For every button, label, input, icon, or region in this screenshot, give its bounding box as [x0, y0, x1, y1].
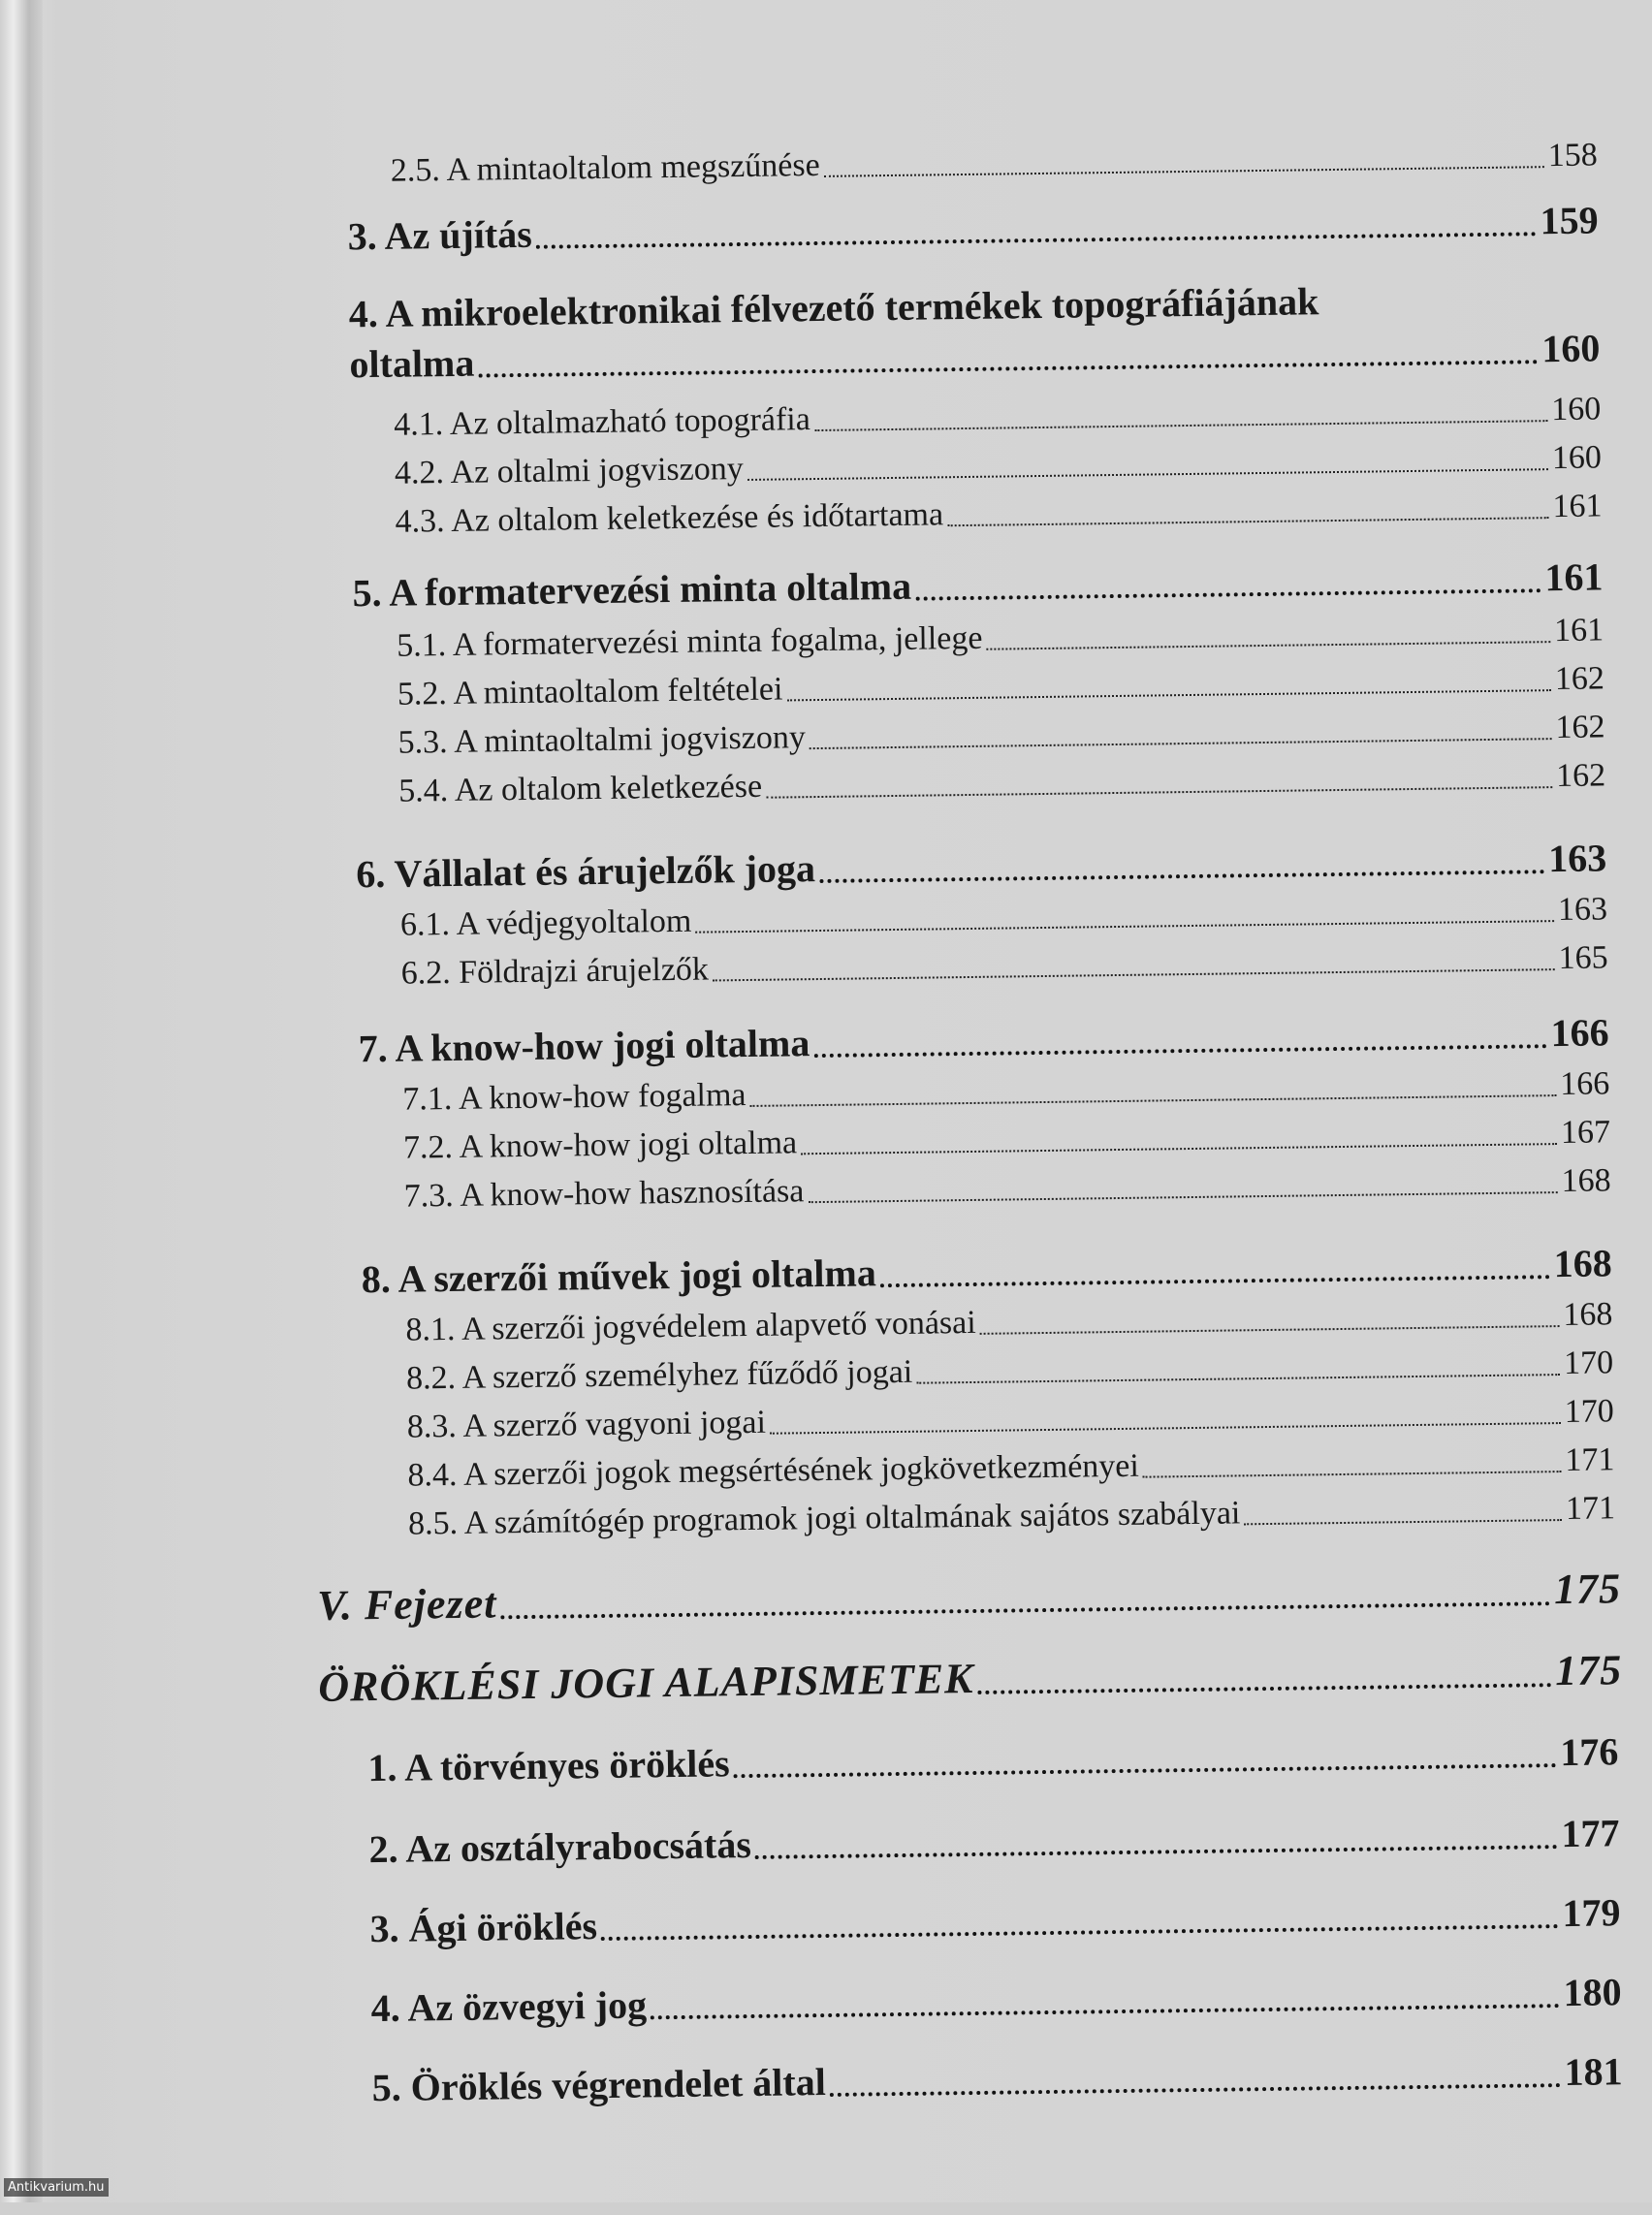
- dot-leader: [980, 1325, 1560, 1335]
- toc-entry-page: 166: [1550, 1010, 1609, 1056]
- toc-entry: [349, 325, 1601, 387]
- dot-leader: [810, 738, 1552, 749]
- dot-leader: [695, 920, 1554, 933]
- dot-leader: [734, 1763, 1557, 1778]
- toc-entry-label: 5.3. A mintaoltalmi jogviszony: [397, 719, 807, 761]
- toc-entry-label: 4.3. Az oltalom keletkezése és időtartama: [395, 496, 944, 540]
- dot-leader: [824, 166, 1544, 177]
- dot-leader: [814, 420, 1547, 431]
- toc-entry-page: 163: [1557, 891, 1608, 929]
- dot-leader: [478, 360, 1538, 377]
- toc-entry-page: 161: [1544, 554, 1604, 600]
- toc-entry: [391, 137, 1598, 189]
- toc-entry: [371, 2048, 1623, 2110]
- dot-leader: [651, 2004, 1560, 2019]
- dot-leader: [750, 1094, 1557, 1107]
- toc-entry-page: 180: [1563, 1970, 1622, 2015]
- toc-entry-label: 8. A szerzői művek jogi oltalma: [361, 1250, 877, 1302]
- toc-entry: [352, 554, 1604, 616]
- toc-entry-page: 171: [1565, 1490, 1616, 1527]
- toc-entry-page: 158: [1547, 137, 1598, 174]
- toc-entry: [397, 660, 1604, 712]
- toc-entry-page: 159: [1540, 198, 1599, 243]
- toc-entry: [400, 939, 1607, 992]
- toc-entry: [368, 1810, 1620, 1872]
- dot-leader: [978, 1683, 1552, 1694]
- toc-entry-page: 162: [1554, 660, 1605, 698]
- watermark: Antikvarium.hu: [4, 2178, 109, 2197]
- toc-entry: [397, 612, 1604, 664]
- dot-leader: [770, 1422, 1561, 1435]
- dot-leader: [813, 1044, 1546, 1058]
- toc-entry: [407, 1441, 1614, 1494]
- toc-entry-label: 5.2. A mintaoltalom feltételei: [397, 671, 783, 712]
- toc-entry-page: 175: [1553, 1565, 1622, 1614]
- toc-entry-label: 2.5. A mintaoltalom megszűnése: [390, 146, 820, 189]
- toc-entry-page: 160: [1551, 439, 1603, 477]
- dot-leader: [801, 1143, 1557, 1155]
- dot-leader: [808, 1191, 1557, 1203]
- toc-entry-label: 8.4. A szerzői jogok megsértésének jogkövetkezményei: [407, 1447, 1140, 1494]
- toc-entry: [362, 1240, 1613, 1302]
- toc-entry-page: 163: [1547, 836, 1607, 881]
- dot-leader: [713, 968, 1555, 981]
- toc-entry: [367, 1728, 1619, 1790]
- dot-leader: [766, 786, 1552, 799]
- toc-entry-label: 8.5. A számítógép programok jogi oltalmának sajátos szabályai: [407, 1495, 1241, 1542]
- toc-entry-page: 160: [1541, 326, 1601, 371]
- toc-entry-label: ÖRÖKLÉSI JOGI ALAPISMETEK: [318, 1654, 974, 1711]
- toc-chapter: [318, 1645, 1623, 1712]
- toc-entry-label: 6.2. Földrajzi árujelzők: [400, 951, 710, 992]
- dot-leader: [916, 1374, 1560, 1384]
- dot-leader: [819, 870, 1544, 883]
- toc-entry: [370, 1969, 1622, 2031]
- toc-entry-label: 2. Az osztályrabocsátás: [368, 1822, 752, 1872]
- toc-entry-label: oltalma: [349, 340, 475, 387]
- dot-leader: [787, 689, 1551, 701]
- dot-leader: [947, 517, 1548, 526]
- toc-entry-label: 5.4. Az oltalom keletkezése: [397, 768, 763, 809]
- toc-entry-page: 181: [1564, 2049, 1623, 2095]
- toc-entry: [407, 1393, 1614, 1445]
- toc-entry-page: 175: [1554, 1646, 1623, 1695]
- toc-entry-page: 176: [1560, 1729, 1619, 1775]
- toc-entry-label: 4.1. Az oltalmazható topográfia: [394, 401, 811, 443]
- toc-entry-page: 170: [1564, 1393, 1614, 1430]
- toc-entry-label: 3. Ági öröklés: [369, 1904, 598, 1951]
- dot-leader: [747, 468, 1548, 481]
- toc-entry: [369, 1889, 1621, 1951]
- toc-entry-page: 171: [1565, 1441, 1615, 1478]
- toc-entry-page: 168: [1561, 1162, 1611, 1200]
- toc-entry-page: 170: [1563, 1345, 1614, 1381]
- toc-entry-label: 5. Öröklés végrendelet által: [371, 2060, 827, 2110]
- toc-entry-label: 6.1. A védjegyoltalom: [399, 902, 692, 943]
- toc-entry: [403, 1162, 1610, 1215]
- toc-entry: [398, 757, 1605, 809]
- toc-entry-label: 5.1. A formatervezési minta fogalma, jellege: [397, 619, 983, 664]
- toc-entry-label: 8.2. A szerző személyhez fűződő jogai: [405, 1353, 913, 1397]
- dot-leader: [536, 232, 1537, 249]
- toc-entry: [395, 439, 1602, 491]
- toc-entry: [406, 1345, 1613, 1397]
- toc-entry-page: 179: [1562, 1890, 1621, 1936]
- toc-entry-label: 5. A formatervezési minta oltalma: [352, 563, 912, 616]
- toc-entry-page: 161: [1553, 612, 1604, 649]
- toc-entry: [400, 891, 1607, 943]
- toc-entry-page: 177: [1561, 1811, 1620, 1856]
- toc-entry: [395, 488, 1602, 540]
- toc-entry: [358, 1009, 1609, 1071]
- toc-entry-label: 4. Az özvegyi jog: [370, 1982, 648, 2031]
- toc-entry-page: 162: [1555, 757, 1606, 795]
- toc-entry: [405, 1296, 1612, 1348]
- dot-leader: [601, 1924, 1559, 1941]
- toc-chapter: [317, 1564, 1622, 1630]
- toc-entry-page: 167: [1560, 1114, 1611, 1152]
- dot-leader: [1143, 1471, 1562, 1478]
- toc-entry-page: 162: [1555, 709, 1605, 746]
- toc-entry-label: 6. Vállalat és árujelzők joga: [356, 846, 816, 897]
- toc-entry-page: 165: [1558, 939, 1608, 977]
- toc-entry-page: 166: [1560, 1065, 1610, 1103]
- toc-entry-label: 7.3. A know-how hasznosítása: [403, 1173, 805, 1215]
- toc-entry: [347, 197, 1599, 259]
- dot-leader: [880, 1275, 1550, 1287]
- toc-entry: [408, 1490, 1615, 1542]
- toc-entry-page: 168: [1553, 1241, 1613, 1286]
- toc-entry-page: 161: [1552, 488, 1603, 525]
- toc-entry-page: 168: [1563, 1296, 1613, 1334]
- dot-leader: [1245, 1519, 1563, 1525]
- toc-entry-label: 4.2. Az oltalmi jogviszony: [394, 451, 744, 491]
- dot-leader: [915, 588, 1541, 600]
- toc-entry: [403, 1114, 1610, 1166]
- toc-entry: [394, 391, 1601, 443]
- dot-leader: [830, 2083, 1561, 2097]
- toc-entry-label: 8.3. A szerző vagyoni jogai: [406, 1404, 767, 1445]
- toc-entry-label: 7.2. A know-how jogi oltalma: [402, 1124, 798, 1166]
- toc-entry-label: 8.1. A szerzői jogvédelem alapvető vonásai: [405, 1304, 976, 1348]
- toc-entry-page: 160: [1550, 391, 1602, 428]
- toc-entry-label: V. Fejezet: [316, 1579, 497, 1630]
- toc-entry-label: 7. A know-how jogi oltalma: [358, 1021, 810, 1071]
- toc-entry-label: 3. Az újítás: [347, 211, 533, 259]
- toc-entry-label: 4. A mikroelektronikai félvezető termékek topográfiájának: [348, 279, 1319, 336]
- toc-entry: [356, 835, 1607, 897]
- toc-entry-label: 1. A törvényes öröklés: [367, 1741, 730, 1790]
- toc-entry-label: 7.1. A know-how fogalma: [402, 1077, 747, 1118]
- dot-leader: [501, 1601, 1551, 1619]
- dot-leader: [755, 1845, 1558, 1859]
- toc-entry: [397, 709, 1604, 761]
- dot-leader: [987, 641, 1551, 650]
- toc-entry: [402, 1065, 1609, 1118]
